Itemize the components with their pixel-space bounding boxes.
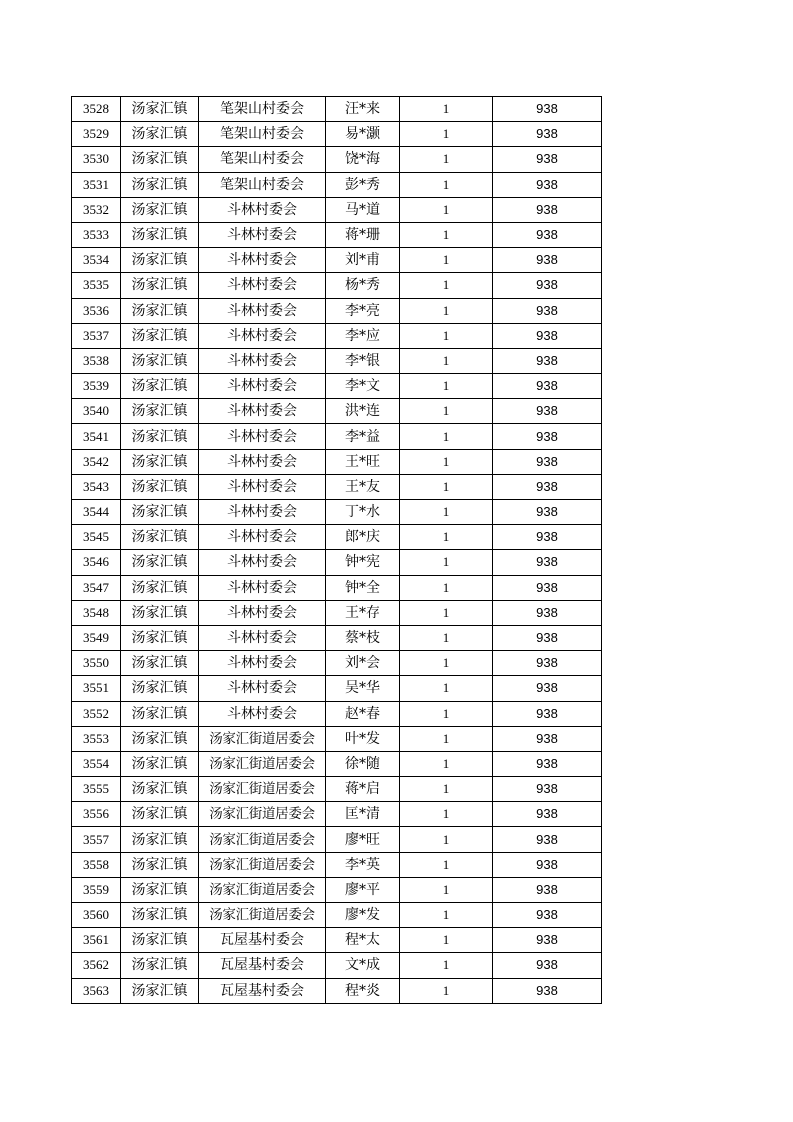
count-cell: 1 — [400, 676, 493, 701]
amount-cell: 938 — [493, 348, 602, 373]
village-committee-cell: 斗林村委会 — [199, 323, 326, 348]
village-committee-cell: 汤家汇街道居委会 — [199, 726, 326, 751]
amount-cell: 938 — [493, 147, 602, 172]
person-name-cell: 杨*秀 — [326, 273, 400, 298]
table-row — [72, 374, 602, 399]
table-row — [72, 651, 602, 676]
person-name-cell: 徐*随 — [326, 751, 400, 776]
row-number-cell: 3560 — [72, 903, 121, 928]
person-name-cell: 王*存 — [326, 600, 400, 625]
row-number-cell: 3557 — [72, 827, 121, 852]
row-number-cell: 3562 — [72, 953, 121, 978]
row-number-cell: 3533 — [72, 222, 121, 247]
amount-cell: 938 — [493, 726, 602, 751]
town-cell: 汤家汇镇 — [121, 852, 199, 877]
person-name-cell: 赵*春 — [326, 701, 400, 726]
count-cell: 1 — [400, 222, 493, 247]
table-row — [72, 474, 602, 499]
amount-cell: 938 — [493, 928, 602, 953]
amount-cell: 938 — [493, 222, 602, 247]
amount-cell: 938 — [493, 802, 602, 827]
row-number-cell: 3534 — [72, 248, 121, 273]
amount-cell: 938 — [493, 777, 602, 802]
row-number-cell: 3532 — [72, 197, 121, 222]
row-number-cell: 3555 — [72, 777, 121, 802]
count-cell: 1 — [400, 122, 493, 147]
count-cell: 1 — [400, 424, 493, 449]
village-committee-cell: 斗林村委会 — [199, 449, 326, 474]
count-cell: 1 — [400, 323, 493, 348]
count-cell: 1 — [400, 248, 493, 273]
amount-cell: 938 — [493, 248, 602, 273]
person-name-cell: 程*炎 — [326, 978, 400, 1003]
person-name-cell: 文*成 — [326, 953, 400, 978]
person-name-cell: 汪*来 — [326, 97, 400, 122]
table-row — [72, 701, 602, 726]
town-cell: 汤家汇镇 — [121, 575, 199, 600]
village-committee-cell: 笔架山村委会 — [199, 147, 326, 172]
town-cell: 汤家汇镇 — [121, 273, 199, 298]
table-row — [72, 424, 602, 449]
count-cell: 1 — [400, 852, 493, 877]
town-cell: 汤家汇镇 — [121, 399, 199, 424]
town-cell: 汤家汇镇 — [121, 97, 199, 122]
row-number-cell: 3559 — [72, 877, 121, 902]
row-number-cell: 3543 — [72, 474, 121, 499]
table-row — [72, 97, 602, 122]
town-cell: 汤家汇镇 — [121, 953, 199, 978]
amount-cell: 938 — [493, 852, 602, 877]
town-cell: 汤家汇镇 — [121, 903, 199, 928]
table-row — [72, 827, 602, 852]
person-name-cell: 廖*发 — [326, 903, 400, 928]
person-name-cell: 蔡*枝 — [326, 625, 400, 650]
row-number-cell: 3561 — [72, 928, 121, 953]
village-committee-cell: 笔架山村委会 — [199, 122, 326, 147]
row-number-cell: 3544 — [72, 500, 121, 525]
amount-cell: 938 — [493, 953, 602, 978]
village-committee-cell: 斗林村委会 — [199, 701, 326, 726]
count-cell: 1 — [400, 726, 493, 751]
row-number-cell: 3539 — [72, 374, 121, 399]
table-row — [72, 802, 602, 827]
town-cell: 汤家汇镇 — [121, 449, 199, 474]
person-name-cell: 王*友 — [326, 474, 400, 499]
table-row — [72, 852, 602, 877]
table-row — [72, 348, 602, 373]
table-row — [72, 550, 602, 575]
table-row — [72, 323, 602, 348]
town-cell: 汤家汇镇 — [121, 651, 199, 676]
town-cell: 汤家汇镇 — [121, 172, 199, 197]
village-committee-cell: 汤家汇街道居委会 — [199, 802, 326, 827]
amount-cell: 938 — [493, 978, 602, 1003]
village-committee-cell: 斗林村委会 — [199, 424, 326, 449]
row-number-cell: 3542 — [72, 449, 121, 474]
row-number-cell: 3558 — [72, 852, 121, 877]
table-row — [72, 625, 602, 650]
row-number-cell: 3551 — [72, 676, 121, 701]
village-committee-cell: 瓦屋基村委会 — [199, 978, 326, 1003]
town-cell: 汤家汇镇 — [121, 197, 199, 222]
person-name-cell: 叶*发 — [326, 726, 400, 751]
table-row — [72, 399, 602, 424]
amount-cell: 938 — [493, 172, 602, 197]
village-committee-cell: 斗林村委会 — [199, 625, 326, 650]
person-name-cell: 丁*水 — [326, 500, 400, 525]
town-cell: 汤家汇镇 — [121, 122, 199, 147]
town-cell: 汤家汇镇 — [121, 978, 199, 1003]
amount-cell: 938 — [493, 424, 602, 449]
table-row — [72, 147, 602, 172]
person-name-cell: 刘*会 — [326, 651, 400, 676]
village-committee-cell: 汤家汇街道居委会 — [199, 777, 326, 802]
town-cell: 汤家汇镇 — [121, 500, 199, 525]
row-number-cell: 3556 — [72, 802, 121, 827]
table-row — [72, 751, 602, 776]
table-row — [72, 248, 602, 273]
village-committee-cell: 斗林村委会 — [199, 248, 326, 273]
count-cell: 1 — [400, 625, 493, 650]
row-number-cell: 3541 — [72, 424, 121, 449]
count-cell: 1 — [400, 751, 493, 776]
person-name-cell: 李*银 — [326, 348, 400, 373]
person-name-cell: 饶*海 — [326, 147, 400, 172]
table-row — [72, 928, 602, 953]
person-name-cell: 程*太 — [326, 928, 400, 953]
count-cell: 1 — [400, 827, 493, 852]
village-committee-cell: 斗林村委会 — [199, 651, 326, 676]
town-cell: 汤家汇镇 — [121, 701, 199, 726]
amount-cell: 938 — [493, 903, 602, 928]
amount-cell: 938 — [493, 827, 602, 852]
town-cell: 汤家汇镇 — [121, 323, 199, 348]
count-cell: 1 — [400, 953, 493, 978]
town-cell: 汤家汇镇 — [121, 525, 199, 550]
count-cell: 1 — [400, 550, 493, 575]
table-row — [72, 273, 602, 298]
person-name-cell: 廖*旺 — [326, 827, 400, 852]
town-cell: 汤家汇镇 — [121, 600, 199, 625]
village-committee-cell: 斗林村委会 — [199, 399, 326, 424]
count-cell: 1 — [400, 525, 493, 550]
town-cell: 汤家汇镇 — [121, 550, 199, 575]
person-name-cell: 易*灏 — [326, 122, 400, 147]
village-committee-cell: 汤家汇街道居委会 — [199, 827, 326, 852]
amount-cell: 938 — [493, 550, 602, 575]
village-committee-cell: 斗林村委会 — [199, 575, 326, 600]
amount-cell: 938 — [493, 474, 602, 499]
row-number-cell: 3553 — [72, 726, 121, 751]
village-committee-cell: 汤家汇街道居委会 — [199, 903, 326, 928]
town-cell: 汤家汇镇 — [121, 802, 199, 827]
person-name-cell: 李*文 — [326, 374, 400, 399]
town-cell: 汤家汇镇 — [121, 877, 199, 902]
count-cell: 1 — [400, 298, 493, 323]
count-cell: 1 — [400, 903, 493, 928]
amount-cell: 938 — [493, 122, 602, 147]
amount-cell: 938 — [493, 676, 602, 701]
person-name-cell: 李*亮 — [326, 298, 400, 323]
amount-cell: 938 — [493, 449, 602, 474]
row-number-cell: 3536 — [72, 298, 121, 323]
town-cell: 汤家汇镇 — [121, 298, 199, 323]
amount-cell: 938 — [493, 525, 602, 550]
table-row — [72, 500, 602, 525]
count-cell: 1 — [400, 978, 493, 1003]
person-name-cell: 彭*秀 — [326, 172, 400, 197]
person-name-cell: 吴*华 — [326, 676, 400, 701]
count-cell: 1 — [400, 474, 493, 499]
count-cell: 1 — [400, 172, 493, 197]
town-cell: 汤家汇镇 — [121, 751, 199, 776]
town-cell: 汤家汇镇 — [121, 474, 199, 499]
person-name-cell: 李*益 — [326, 424, 400, 449]
village-committee-cell: 斗林村委会 — [199, 600, 326, 625]
row-number-cell: 3550 — [72, 651, 121, 676]
amount-cell: 938 — [493, 651, 602, 676]
village-committee-cell: 斗林村委会 — [199, 676, 326, 701]
person-name-cell: 钟*全 — [326, 575, 400, 600]
village-committee-cell: 斗林村委会 — [199, 474, 326, 499]
count-cell: 1 — [400, 651, 493, 676]
town-cell: 汤家汇镇 — [121, 348, 199, 373]
person-name-cell: 郎*庆 — [326, 525, 400, 550]
village-committee-cell: 斗林村委会 — [199, 348, 326, 373]
person-name-cell: 廖*平 — [326, 877, 400, 902]
town-cell: 汤家汇镇 — [121, 222, 199, 247]
count-cell: 1 — [400, 197, 493, 222]
row-number-cell: 3538 — [72, 348, 121, 373]
count-cell: 1 — [400, 374, 493, 399]
town-cell: 汤家汇镇 — [121, 676, 199, 701]
village-committee-cell: 汤家汇街道居委会 — [199, 877, 326, 902]
roster-body — [72, 97, 602, 1004]
table-row — [72, 172, 602, 197]
row-number-cell: 3545 — [72, 525, 121, 550]
row-number-cell: 3535 — [72, 273, 121, 298]
amount-cell: 938 — [493, 197, 602, 222]
row-number-cell: 3531 — [72, 172, 121, 197]
amount-cell: 938 — [493, 600, 602, 625]
amount-cell: 938 — [493, 298, 602, 323]
person-name-cell: 洪*连 — [326, 399, 400, 424]
count-cell: 1 — [400, 399, 493, 424]
table-row — [72, 726, 602, 751]
town-cell: 汤家汇镇 — [121, 726, 199, 751]
row-number-cell: 3546 — [72, 550, 121, 575]
amount-cell: 938 — [493, 273, 602, 298]
village-committee-cell: 笔架山村委会 — [199, 97, 326, 122]
amount-cell: 938 — [493, 323, 602, 348]
table-row — [72, 903, 602, 928]
person-name-cell: 钟*宪 — [326, 550, 400, 575]
row-number-cell: 3529 — [72, 122, 121, 147]
table-row — [72, 525, 602, 550]
amount-cell: 938 — [493, 751, 602, 776]
table-row — [72, 877, 602, 902]
count-cell: 1 — [400, 877, 493, 902]
table-row — [72, 575, 602, 600]
person-name-cell: 王*旺 — [326, 449, 400, 474]
village-committee-cell: 斗林村委会 — [199, 222, 326, 247]
village-committee-cell: 汤家汇街道居委会 — [199, 751, 326, 776]
amount-cell: 938 — [493, 97, 602, 122]
count-cell: 1 — [400, 449, 493, 474]
row-number-cell: 3548 — [72, 600, 121, 625]
table-row — [72, 298, 602, 323]
count-cell: 1 — [400, 348, 493, 373]
table-row — [72, 122, 602, 147]
person-name-cell: 刘*甫 — [326, 248, 400, 273]
count-cell: 1 — [400, 701, 493, 726]
person-name-cell: 蒋*启 — [326, 777, 400, 802]
row-number-cell: 3554 — [72, 751, 121, 776]
town-cell: 汤家汇镇 — [121, 625, 199, 650]
row-number-cell: 3563 — [72, 978, 121, 1003]
table-row — [72, 222, 602, 247]
village-committee-cell: 斗林村委会 — [199, 197, 326, 222]
table-row — [72, 197, 602, 222]
town-cell: 汤家汇镇 — [121, 777, 199, 802]
row-number-cell: 3528 — [72, 97, 121, 122]
row-number-cell: 3552 — [72, 701, 121, 726]
amount-cell: 938 — [493, 701, 602, 726]
table-row — [72, 953, 602, 978]
village-committee-cell: 笔架山村委会 — [199, 172, 326, 197]
village-committee-cell: 斗林村委会 — [199, 550, 326, 575]
count-cell: 1 — [400, 147, 493, 172]
village-committee-cell: 汤家汇街道居委会 — [199, 852, 326, 877]
town-cell: 汤家汇镇 — [121, 827, 199, 852]
row-number-cell: 3537 — [72, 323, 121, 348]
amount-cell: 938 — [493, 575, 602, 600]
person-name-cell: 马*道 — [326, 197, 400, 222]
village-committee-cell: 斗林村委会 — [199, 500, 326, 525]
person-name-cell: 匡*清 — [326, 802, 400, 827]
table-row — [72, 676, 602, 701]
town-cell: 汤家汇镇 — [121, 424, 199, 449]
person-name-cell: 蒋*珊 — [326, 222, 400, 247]
amount-cell: 938 — [493, 877, 602, 902]
count-cell: 1 — [400, 273, 493, 298]
count-cell: 1 — [400, 777, 493, 802]
town-cell: 汤家汇镇 — [121, 374, 199, 399]
row-number-cell: 3547 — [72, 575, 121, 600]
town-cell: 汤家汇镇 — [121, 147, 199, 172]
row-number-cell: 3540 — [72, 399, 121, 424]
town-cell: 汤家汇镇 — [121, 928, 199, 953]
row-number-cell: 3530 — [72, 147, 121, 172]
amount-cell: 938 — [493, 374, 602, 399]
amount-cell: 938 — [493, 399, 602, 424]
count-cell: 1 — [400, 600, 493, 625]
roster-table — [71, 96, 602, 1004]
count-cell: 1 — [400, 928, 493, 953]
person-name-cell: 李*英 — [326, 852, 400, 877]
table-row — [72, 449, 602, 474]
row-number-cell: 3549 — [72, 625, 121, 650]
village-committee-cell: 斗林村委会 — [199, 298, 326, 323]
person-name-cell: 李*应 — [326, 323, 400, 348]
count-cell: 1 — [400, 575, 493, 600]
town-cell: 汤家汇镇 — [121, 248, 199, 273]
table-row — [72, 777, 602, 802]
village-committee-cell: 瓦屋基村委会 — [199, 928, 326, 953]
table-row — [72, 978, 602, 1003]
table-row — [72, 600, 602, 625]
count-cell: 1 — [400, 802, 493, 827]
amount-cell: 938 — [493, 625, 602, 650]
village-committee-cell: 斗林村委会 — [199, 273, 326, 298]
count-cell: 1 — [400, 97, 493, 122]
amount-cell: 938 — [493, 500, 602, 525]
village-committee-cell: 斗林村委会 — [199, 525, 326, 550]
village-committee-cell: 斗林村委会 — [199, 374, 326, 399]
count-cell: 1 — [400, 500, 493, 525]
village-committee-cell: 瓦屋基村委会 — [199, 953, 326, 978]
